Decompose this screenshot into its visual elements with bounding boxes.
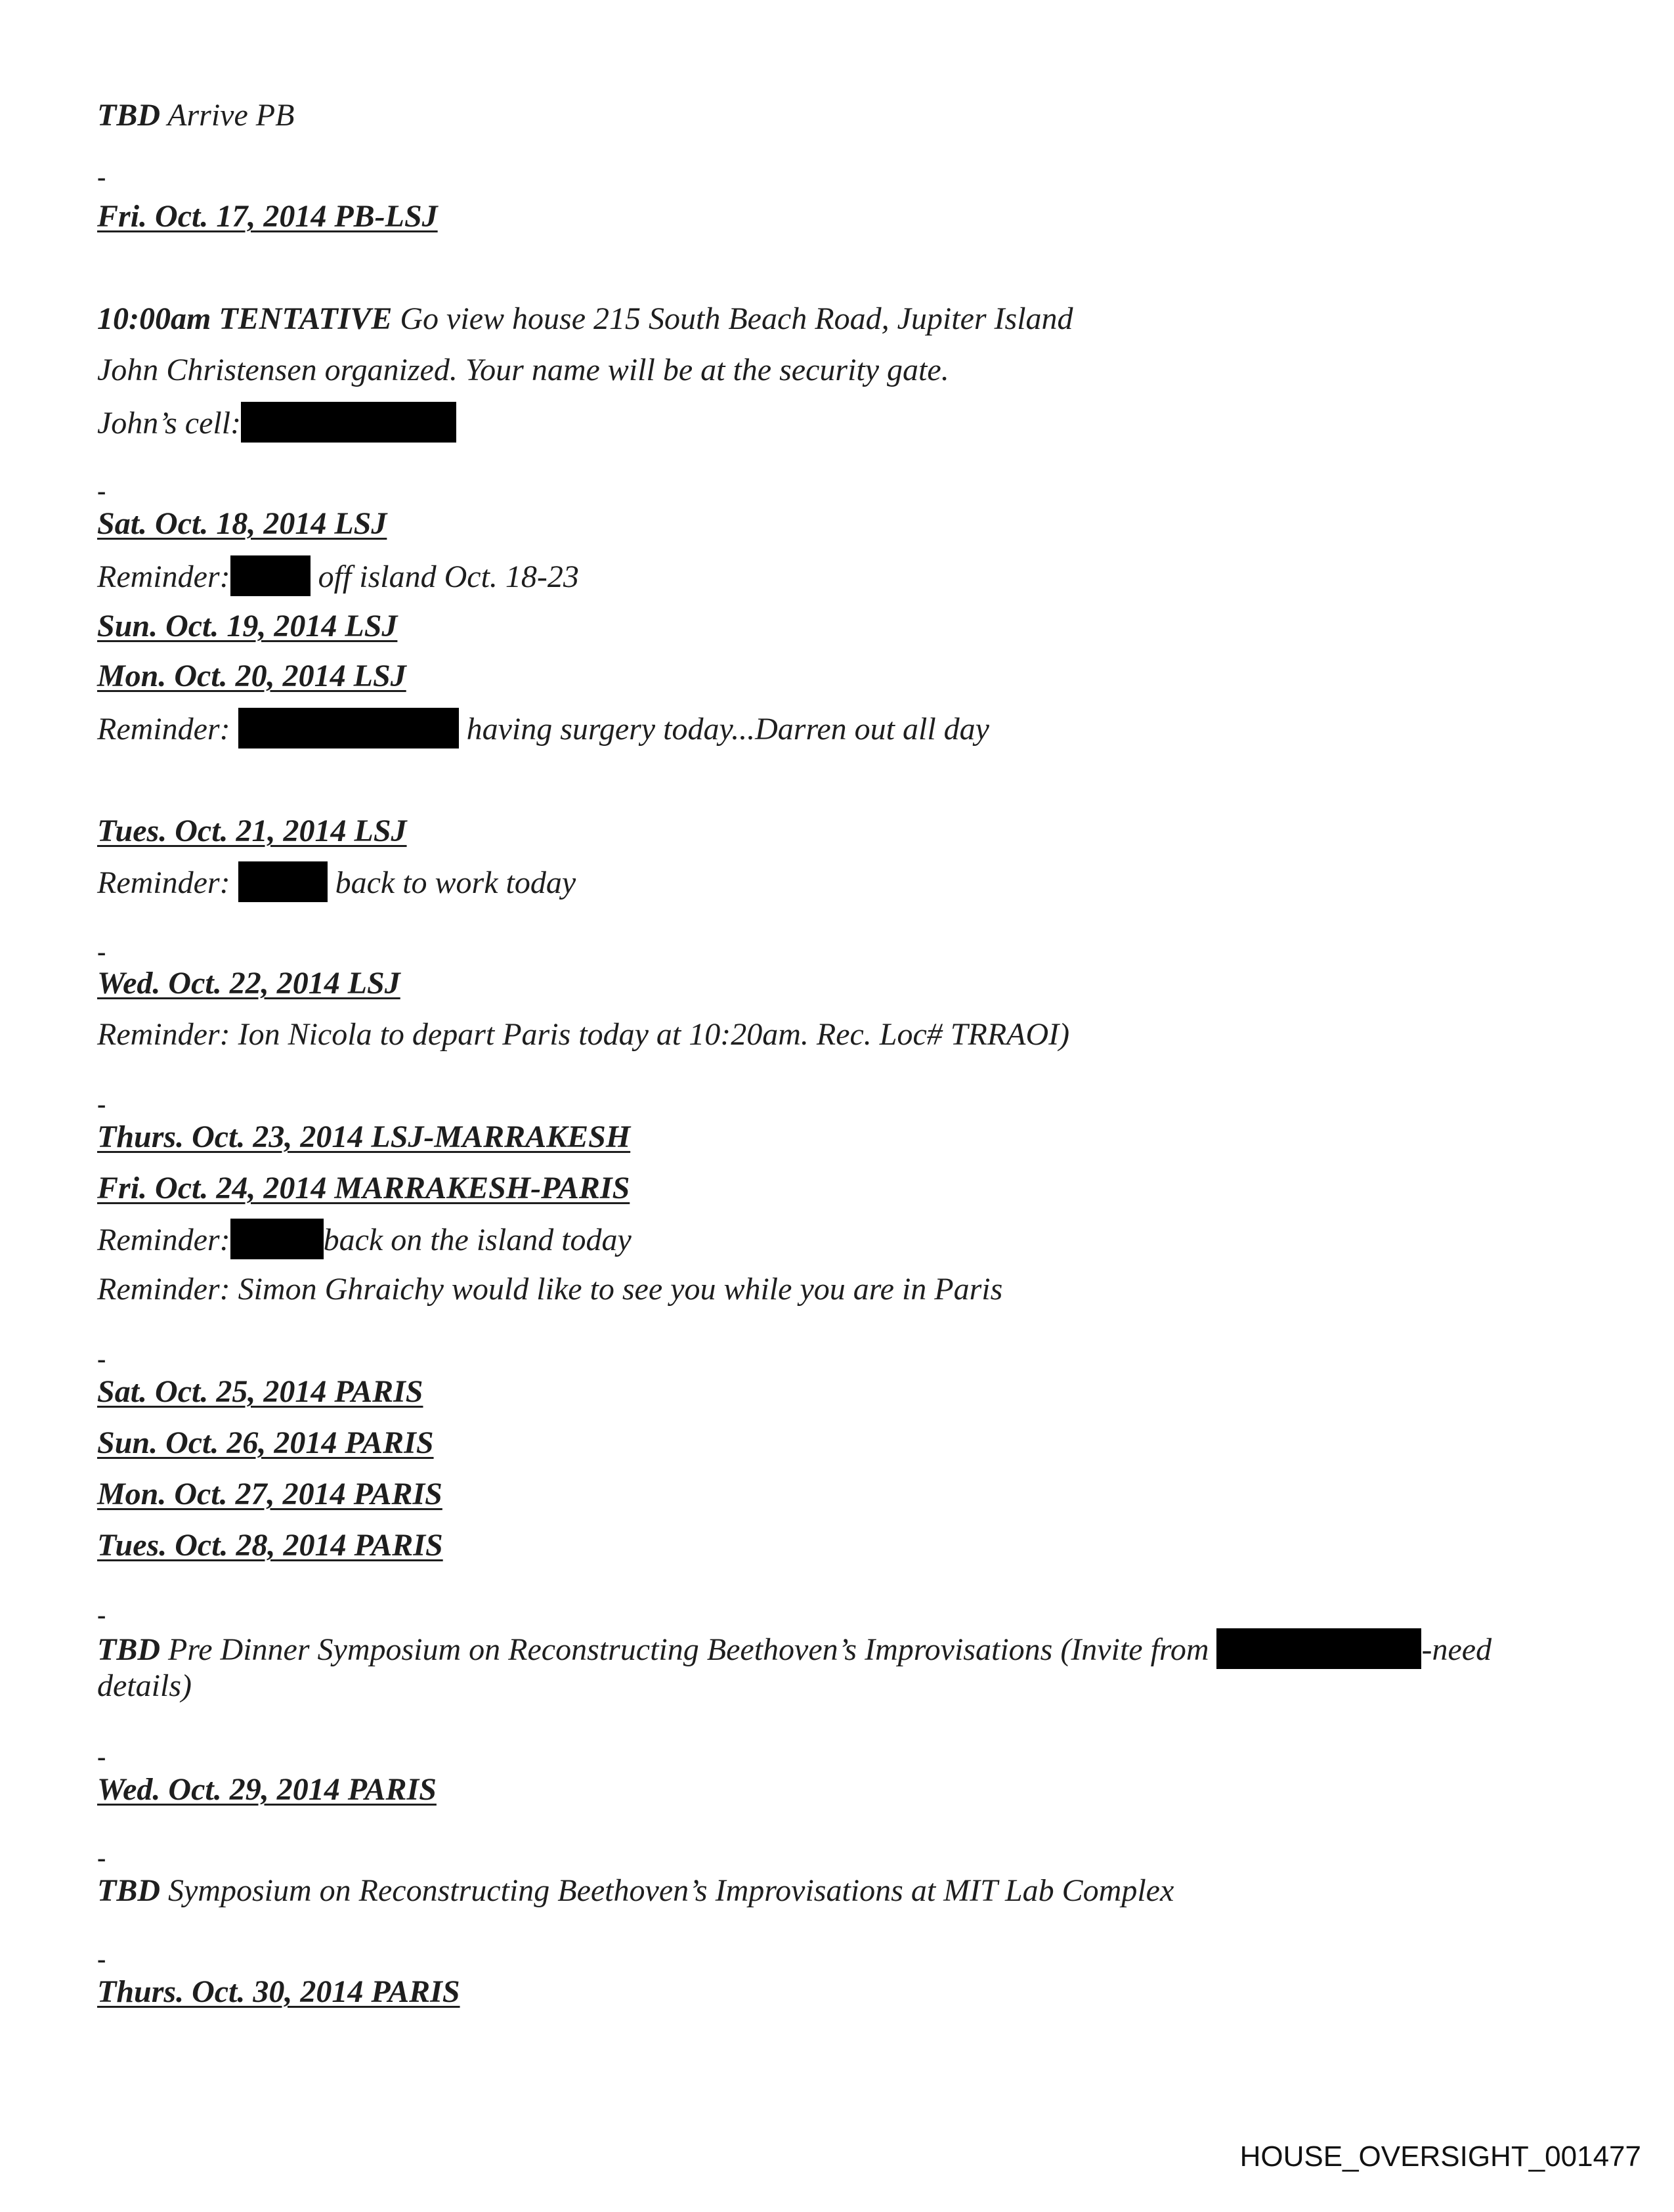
separator-dash: -: [97, 162, 106, 192]
date-heading-oct-21: Tues. Oct. 21, 2014 LSJ: [97, 813, 407, 848]
date-heading-oct-23: Thurs. Oct. 23, 2014 LSJ-MARRAKESH: [97, 1119, 631, 1154]
separator-dash: -: [97, 1344, 106, 1374]
symposium-line: [97, 1871, 1174, 1911]
date-heading-oct-29: Wed. Oct. 29, 2014 PARIS: [97, 1772, 437, 1807]
tbd-arrive-line: [97, 96, 294, 135]
separator-dash: -: [97, 1944, 106, 1974]
reminder-simon: Reminder: Simon Ghraichy would like to see you while you are in Paris: [97, 1272, 1003, 1307]
house-view-text: Go view house 215 South Beach Road, Jupiter Island: [400, 301, 1073, 336]
redaction-box: [241, 402, 456, 443]
redaction-box: [238, 861, 328, 902]
redaction-box: [230, 555, 311, 596]
reminder-text: back to work today: [335, 865, 576, 900]
redaction-box: [230, 1219, 324, 1259]
reminder-prefix: Reminder:: [97, 559, 230, 594]
pre-dinner-symposium-line: [97, 1628, 1492, 1670]
time-label: 10:00am TENTATIVE: [97, 301, 393, 336]
separator-dash: -: [97, 476, 106, 506]
date-heading-oct-27: Mon. Oct. 27, 2014 PARIS: [97, 1477, 442, 1511]
date-heading-oct-25: Sat. Oct. 25, 2014 PARIS: [97, 1374, 423, 1409]
reminder-prefix: Reminder:: [97, 712, 230, 747]
date-heading-oct-20: Mon. Oct. 20, 2014 LSJ: [97, 659, 406, 693]
pre-dinner-continuation: details): [97, 1668, 192, 1703]
redaction-box: [1216, 1628, 1421, 1669]
reminder-back-to-work: [97, 861, 576, 903]
date-heading-oct-22: Wed. Oct. 22, 2014 LSJ: [97, 966, 400, 1001]
separator-dash: -: [97, 1600, 106, 1630]
date-heading-oct-17: Fri. Oct. 17, 2014 PB-LSJ: [97, 199, 438, 234]
separator-dash: -: [97, 1843, 106, 1873]
pre-dinner-text: Pre Dinner Symposium on Reconstructing Beethoven’s Improvisations (Invite from: [168, 1632, 1209, 1667]
reminder-text: off island Oct. 18-23: [318, 559, 579, 594]
symposium-text: Symposium on Reconstructing Beethoven’s Improvisations at MIT Lab Complex: [168, 1873, 1174, 1908]
reminder-surgery: [97, 708, 989, 749]
reminder-off-island: [97, 555, 579, 597]
reminder-text: having surgery today...Darren out all day: [466, 712, 989, 747]
reminder-text: back on the island today: [323, 1223, 632, 1257]
reminder-back-on-island: [97, 1219, 632, 1260]
arrive-text: Arrive PB: [167, 98, 295, 133]
john-organized-line: John Christensen organized. Your name will be at the security gate.: [97, 353, 949, 387]
separator-dash: -: [97, 1089, 106, 1119]
tbd-label: TBD: [97, 1632, 160, 1667]
reminder-ion-nicola: Reminder: Ion Nicola to depart Paris today at 10:20am. Rec. Loc# TRRAOI): [97, 1017, 1070, 1052]
date-heading-oct-18: Sat. Oct. 18, 2014 LSJ: [97, 506, 387, 541]
date-heading-oct-28: Tues. Oct. 28, 2014 PARIS: [97, 1528, 443, 1563]
john-cell-label: John’s cell:: [97, 406, 242, 441]
separator-dash: -: [97, 1742, 106, 1771]
date-heading-oct-19: Sun. Oct. 19, 2014 LSJ: [97, 609, 398, 643]
reminder-prefix: Reminder:: [97, 1223, 230, 1257]
house-view-line: [97, 299, 1073, 339]
reminder-prefix: Reminder:: [97, 865, 230, 900]
tbd-label: TBD: [97, 1873, 160, 1908]
pre-dinner-suffix: -need: [1421, 1632, 1492, 1667]
redaction-box: [238, 708, 459, 748]
bates-number: HOUSE_OVERSIGHT_001477: [1239, 2140, 1641, 2173]
date-heading-oct-24: Fri. Oct. 24, 2014 MARRAKESH-PARIS: [97, 1171, 630, 1205]
date-heading-oct-26: Sun. Oct. 26, 2014 PARIS: [97, 1425, 434, 1460]
date-heading-oct-30: Thurs. Oct. 30, 2014 PARIS: [97, 1974, 460, 2009]
separator-dash: -: [97, 937, 106, 966]
tbd-label: TBD: [97, 98, 160, 133]
john-cell-line: [97, 402, 456, 443]
